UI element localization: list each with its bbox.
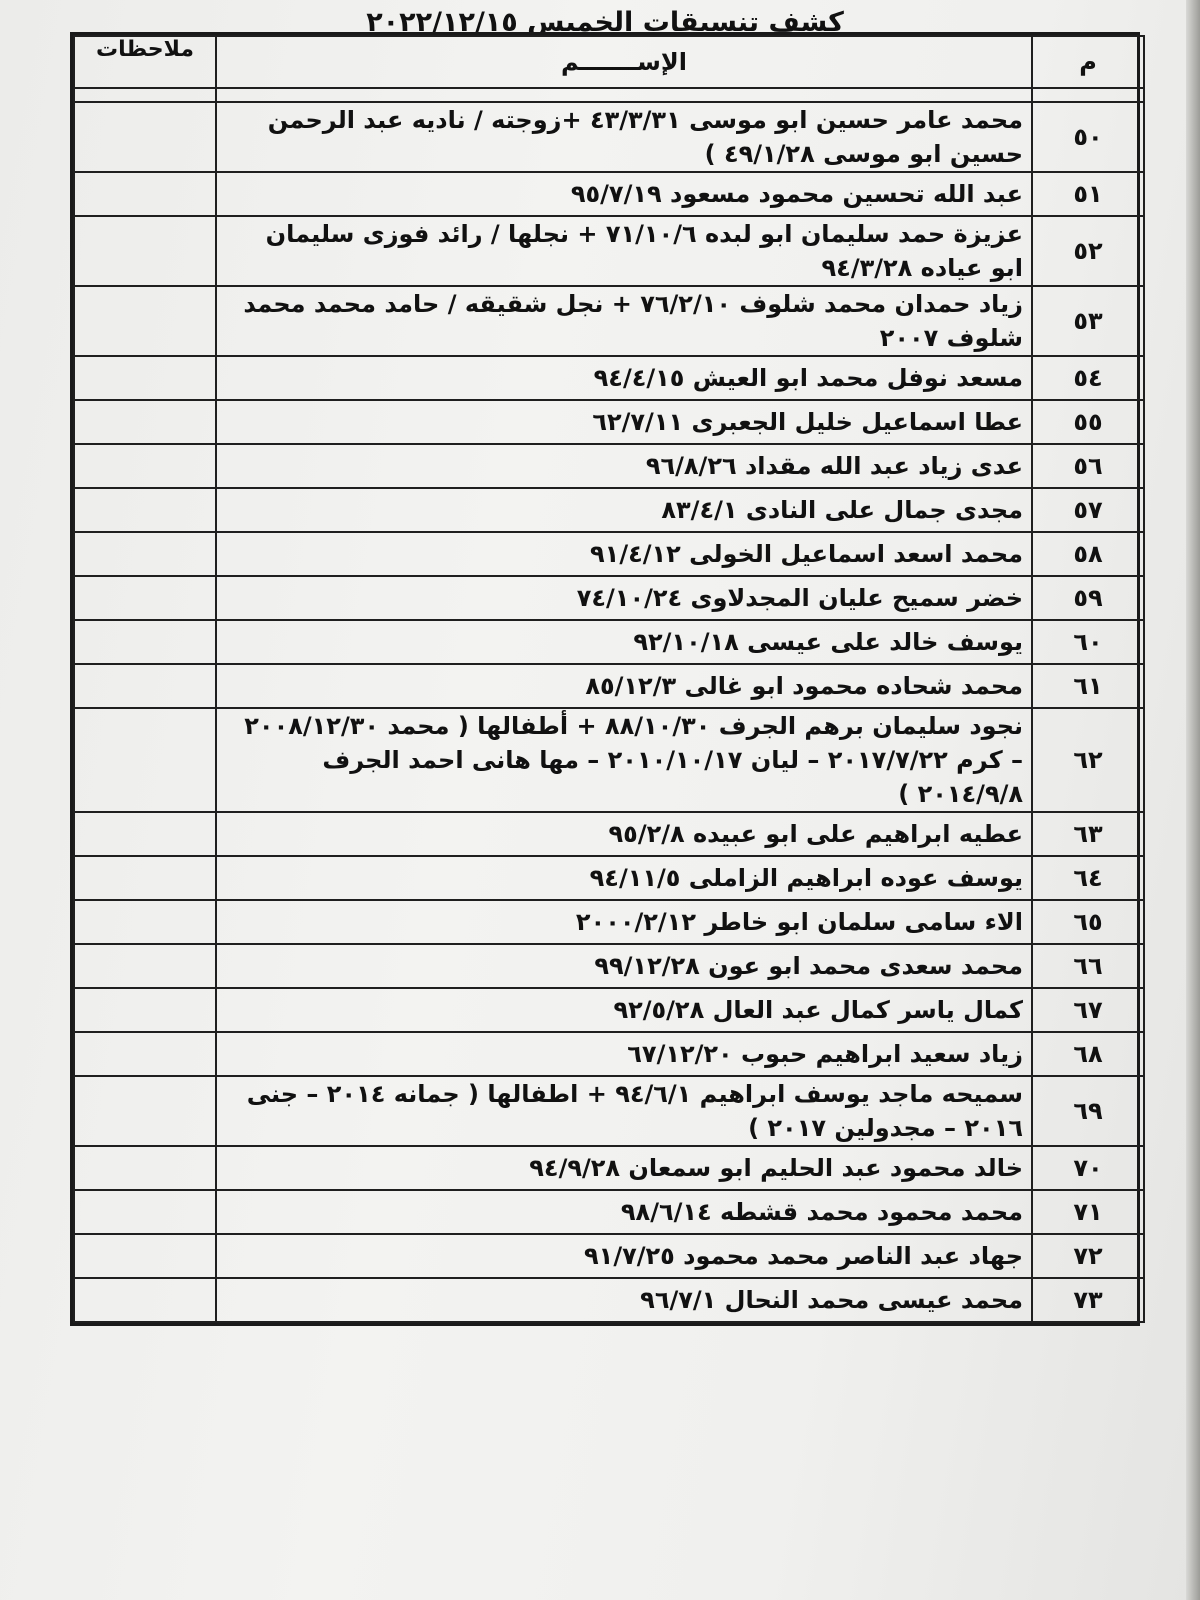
row-name: زياد حمدان محمد شلوف ٧٦/٢/١٠ + نجل شقيقه / حامد محمد محمد شلوف ٢٠٠٧ <box>216 286 1032 356</box>
row-notes <box>74 1032 216 1076</box>
row-number: ٦٨ <box>1032 1032 1144 1076</box>
row-number: ٧٢ <box>1032 1234 1144 1278</box>
row-notes <box>74 172 216 216</box>
row-name: نجود سليمان برهم الجرف ٨٨/١٠/٣٠ + أطفالها ( محمد ٢٠٠٨/١٢/٣٠ – كرم ٢٠١٧/٧/٢٢ – ليان ٢٠١٠/١٠/١٧ – مها هانى احمد الجرف ٢٠١٤/٩/٨ ) <box>216 708 1032 812</box>
row-name: عدى زياد عبد الله مقداد ٩٦/٨/٢٦ <box>216 444 1032 488</box>
row-number: ٥٩ <box>1032 576 1144 620</box>
row-number: ٦٥ <box>1032 900 1144 944</box>
table-row <box>74 1190 1144 1234</box>
row-notes <box>74 664 216 708</box>
table-row <box>74 1032 1144 1076</box>
table-row <box>74 286 1144 356</box>
table-row <box>74 708 1144 812</box>
row-notes <box>74 444 216 488</box>
row-notes <box>74 576 216 620</box>
row-number: ٦٩ <box>1032 1076 1144 1146</box>
row-notes <box>74 488 216 532</box>
row-name: محمد محمود محمد قشطه ٩٨/٦/١٤ <box>216 1190 1032 1234</box>
row-notes <box>74 532 216 576</box>
table-row <box>74 356 1144 400</box>
row-number: ٥٢ <box>1032 216 1144 286</box>
row-notes <box>74 286 216 356</box>
table-row <box>74 532 1144 576</box>
row-notes <box>74 1076 216 1146</box>
row-number: ٦٠ <box>1032 620 1144 664</box>
row-notes <box>74 1234 216 1278</box>
row-notes <box>74 216 216 286</box>
table-row <box>74 856 1144 900</box>
row-notes <box>74 1146 216 1190</box>
sheet-table <box>73 35 1145 1323</box>
row-number: ٦٣ <box>1032 812 1144 856</box>
row-name: خالد محمود عبد الحليم ابو سمعان ٩٤/٩/٢٨ <box>216 1146 1032 1190</box>
row-name: محمد عيسى محمد النحال ٩٦/٧/١ <box>216 1278 1032 1322</box>
spacer-cell <box>74 88 216 102</box>
table-row <box>74 944 1144 988</box>
document-title: كشف تنسيقات الخميس ٢٠٢٢/١٢/١٥ <box>366 7 844 38</box>
row-name: مسعد نوفل محمد ابو العيش ٩٤/٤/١٥ <box>216 356 1032 400</box>
row-number: ٧٣ <box>1032 1278 1144 1322</box>
row-notes <box>74 102 216 172</box>
row-notes <box>74 812 216 856</box>
row-name: عزيزة حمد سليمان ابو لبده ٧١/١٠/٦ + نجلها / رائد فوزى سليمان ابو عياده ٩٤/٣/٢٨ <box>216 216 1032 286</box>
row-name: محمد سعدى محمد ابو عون ٩٩/١٢/٢٨ <box>216 944 1032 988</box>
header-name: الإســـــــم <box>216 36 1032 88</box>
table-row <box>74 216 1144 286</box>
row-name: جهاد عبد الناصر محمد محمود ٩١/٧/٢٥ <box>216 1234 1032 1278</box>
table-row <box>74 400 1144 444</box>
table-row <box>74 1146 1144 1190</box>
row-notes <box>74 356 216 400</box>
row-number: ٦٧ <box>1032 988 1144 1032</box>
row-notes <box>74 620 216 664</box>
row-number: ٥٦ <box>1032 444 1144 488</box>
table-row <box>74 900 1144 944</box>
spacer-cell <box>216 88 1032 102</box>
table-row <box>74 488 1144 532</box>
row-name: زياد سعيد ابراهيم حبوب ٦٧/١٢/٢٠ <box>216 1032 1032 1076</box>
row-number: ٥١ <box>1032 172 1144 216</box>
row-name: الاء سامى سلمان ابو خاطر ٢٠٠٠/٢/١٢ <box>216 900 1032 944</box>
row-notes <box>74 988 216 1032</box>
row-name: مجدى جمال على النادى ٨٣/٤/١ <box>216 488 1032 532</box>
table-row <box>74 1076 1144 1146</box>
table-row <box>74 444 1144 488</box>
paper-edge <box>1186 0 1200 1600</box>
row-number: ٦٦ <box>1032 944 1144 988</box>
table-row <box>74 1278 1144 1322</box>
row-name: عطا اسماعيل خليل الجعبرى ٦٢/٧/١١ <box>216 400 1032 444</box>
row-number: ٥٧ <box>1032 488 1144 532</box>
spacer-cell <box>1032 88 1144 102</box>
header-number: م <box>1032 36 1144 88</box>
table-row <box>74 664 1144 708</box>
row-name: كمال ياسر كمال عبد العال ٩٢/٥/٢٨ <box>216 988 1032 1032</box>
row-number: ٦١ <box>1032 664 1144 708</box>
row-number: ٥٣ <box>1032 286 1144 356</box>
row-number: ٥٠ <box>1032 102 1144 172</box>
header-row <box>74 36 1144 88</box>
row-number: ٧٠ <box>1032 1146 1144 1190</box>
row-name: يوسف خالد على عيسى ٩٢/١٠/١٨ <box>216 620 1032 664</box>
table-row <box>74 172 1144 216</box>
row-notes <box>74 856 216 900</box>
row-name: خضر سميح عليان المجدلاوى ٧٤/١٠/٢٤ <box>216 576 1032 620</box>
row-name: عطيه ابراهيم على ابو عبيده ٩٥/٢/٨ <box>216 812 1032 856</box>
table-body <box>74 88 1144 1322</box>
row-name: يوسف عوده ابراهيم الزاملى ٩٤/١١/٥ <box>216 856 1032 900</box>
table-row <box>74 620 1144 664</box>
row-number: ٧١ <box>1032 1190 1144 1234</box>
row-name: سميحه ماجد يوسف ابراهيم ٩٤/٦/١ + اطفالها ( جمانه ٢٠١٤ – جنى ٢٠١٦ – مجدولين ٢٠١٧ ) <box>216 1076 1032 1146</box>
header-notes: ملاحظات <box>74 36 216 88</box>
row-name: محمد عامر حسين ابو موسى ٤٣/٣/٣١ +زوجته / ناديه عبد الرحمن حسين ابو موسى ٤٩/١/٢٨ ) <box>216 102 1032 172</box>
row-number: ٥٤ <box>1032 356 1144 400</box>
row-notes <box>74 708 216 812</box>
coordination-table <box>70 32 1140 1326</box>
table-row <box>74 102 1144 172</box>
row-name: عبد الله تحسين محمود مسعود ٩٥/٧/١٩ <box>216 172 1032 216</box>
row-notes <box>74 400 216 444</box>
row-notes <box>74 1278 216 1322</box>
table-row <box>74 988 1144 1032</box>
row-number: ٥٨ <box>1032 532 1144 576</box>
row-name: محمد شحاده محمود ابو غالى ٨٥/١٢/٣ <box>216 664 1032 708</box>
table-row <box>74 1234 1144 1278</box>
table-row <box>74 576 1144 620</box>
row-number: ٦٢ <box>1032 708 1144 812</box>
row-number: ٦٤ <box>1032 856 1144 900</box>
row-notes <box>74 1190 216 1234</box>
table-row <box>74 812 1144 856</box>
row-name: محمد اسعد اسماعيل الخولى ٩١/٤/١٢ <box>216 532 1032 576</box>
spacer-row <box>74 88 1144 102</box>
row-number: ٥٥ <box>1032 400 1144 444</box>
row-notes <box>74 944 216 988</box>
row-notes <box>74 900 216 944</box>
